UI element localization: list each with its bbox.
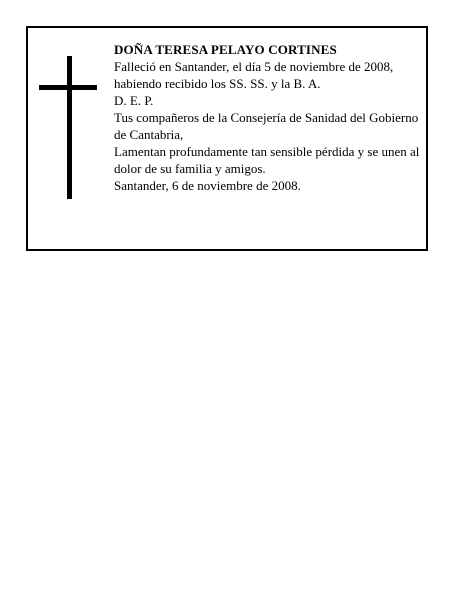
place-and-date: Santander, 6 de noviembre de 2008. bbox=[114, 178, 301, 193]
condolence-message: Lamentan profundamente tan sensible pérdida y se unen al dolor de su familia y amigos. bbox=[114, 144, 420, 176]
obituary-text bbox=[114, 41, 420, 194]
colleagues-line: Tus compañeros de la Consejería de Sanidad del Gobierno de Cantabria, bbox=[114, 110, 419, 142]
deceased-name: DOÑA TERESA PELAYO CORTINES bbox=[114, 42, 337, 57]
obituary-notice bbox=[26, 26, 428, 251]
rest-in-peace: D. E. P. bbox=[114, 93, 154, 108]
cross-icon-horizontal-bar bbox=[39, 85, 97, 90]
cross-icon-vertical-bar bbox=[67, 56, 72, 199]
death-notice: Falleció en Santander, el día 5 de noviembre de 2008, habiendo recibido los SS. SS. y la B. A. bbox=[114, 59, 394, 91]
